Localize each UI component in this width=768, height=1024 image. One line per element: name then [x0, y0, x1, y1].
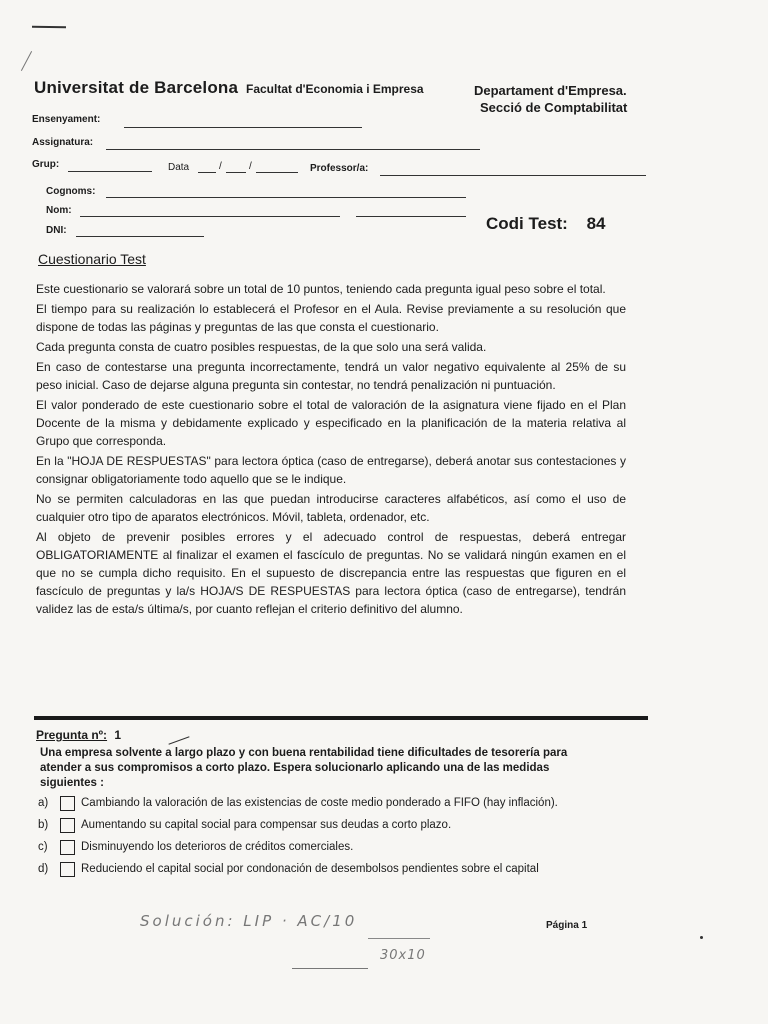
- answer-text: Aumentando su capital social para compensar sus deudas a corto plazo.: [81, 819, 452, 831]
- department-line-1: Departament d'Empresa.: [474, 83, 627, 98]
- data-label: Data: [168, 162, 190, 173]
- instruction-paragraph: El valor ponderado de este cuestionario sobre el total de valoración de la asignatura viene fijado en el Plan Docente de la misma y debidamente explicado y especificado en la planificación de la materia relativa al Grupo que corresponda.: [36, 398, 626, 448]
- faculty-name: Facultat d'Economia i Empresa: [246, 82, 424, 96]
- answer-option-b[interactable]: [38, 818, 648, 833]
- question-text: Una empresa solvente a largo plazo y con buena rentabilidad tiene dificultades de tesorería para atender a sus compromisos a corto plazo. Espera solucionarlo aplicando una de las medidas siguientes :: [40, 747, 568, 789]
- codi-test-value: 84: [586, 214, 606, 233]
- dni-field[interactable]: [76, 236, 204, 237]
- handwritten-underline: [368, 938, 430, 939]
- ensenyament-label: Ensenyament:: [32, 114, 101, 125]
- handwritten-underline: [292, 968, 368, 969]
- ensenyament-field[interactable]: [124, 127, 362, 128]
- nom-field-extension[interactable]: [356, 216, 466, 217]
- question-number: 1: [114, 728, 122, 742]
- answer-list: [38, 796, 648, 884]
- instruction-paragraph: No se permiten calculadoras en las que puedan introducirse caracteres alfabéticos, así como el uso de cualquier otro tipo de aparatos electrónicos. Móvil, tableta, ordenador, etc.: [36, 492, 626, 524]
- answer-letter: b): [38, 819, 49, 831]
- question-label: Pregunta nº:: [36, 728, 108, 742]
- nom-label: Nom:: [46, 205, 72, 216]
- department-name: [474, 82, 627, 116]
- stray-dot: [700, 936, 703, 939]
- codi-test: [486, 214, 606, 234]
- cognoms-field[interactable]: [106, 197, 466, 198]
- answer-checkbox[interactable]: [60, 862, 75, 877]
- answer-checkbox[interactable]: [60, 796, 75, 811]
- assignatura-label: Assignatura:: [32, 137, 94, 148]
- cognoms-label: Cognoms:: [46, 186, 96, 197]
- instruction-paragraph: Este cuestionario se valorará sobre un total de 10 puntos, teniendo cada pregunta igual peso sobre el total.: [36, 282, 606, 296]
- page-number: Página 1: [546, 920, 588, 931]
- university-name: Universitat de Barcelona: [34, 78, 239, 97]
- instruction-paragraph: Al objeto de prevenir posibles errores y el adecuado control de respuestas, deberá entregar OBLIGATORIAMENTE al finalizar el examen el fascículo de preguntas. No se validará ningún examen en el que no se cumpla dicho requisito. En el supuesto de discrepancia entre las respuestas que figuren en el fascículo de preguntas y la/s HOJA/S DE RESPUESTAS para lectora óptica (caso de entregarse), tendrán validez las de esta/s última/s, por cuanto reflejan el criterio definitivo del alumno.: [36, 530, 626, 616]
- stray-mark: [21, 51, 32, 71]
- answer-checkbox[interactable]: [60, 818, 75, 833]
- answer-letter: d): [38, 863, 49, 875]
- data-day-field[interactable]: [198, 172, 216, 173]
- answer-text: Disminuyendo los deterioros de créditos comerciales.: [81, 841, 354, 853]
- pen-mark: [168, 736, 189, 744]
- data-separator: /: [219, 161, 222, 172]
- professor-field[interactable]: [380, 175, 646, 176]
- nom-field[interactable]: [80, 216, 340, 217]
- divider: [34, 716, 648, 720]
- data-month-field[interactable]: [226, 172, 246, 173]
- stray-mark: [32, 26, 66, 29]
- answer-text: Reduciendo el capital social por condonación de desembolsos pendientes sobre el capital: [81, 863, 539, 875]
- instruction-paragraph: En la "HOJA DE RESPUESTAS" para lectora óptica (caso de entregarse), deberá anotar sus contestaciones y consignar obligatoriamente todo aquello que se le indique.: [36, 454, 626, 486]
- assignatura-field[interactable]: [106, 149, 480, 150]
- handwritten-note: 30x10: [380, 948, 426, 963]
- question-header: [36, 728, 121, 742]
- answer-option-a[interactable]: [38, 796, 648, 811]
- instruction-paragraph: El tiempo para su realización lo establecerá el Profesor en el Aula. Revise previamente a su resolución que dispone de todas las páginas y preguntas de las que consta el cuestionario.: [36, 302, 626, 334]
- answer-option-d[interactable]: [38, 862, 648, 877]
- answer-option-c[interactable]: [38, 840, 648, 855]
- data-year-field[interactable]: [256, 172, 298, 173]
- grup-label: Grup:: [32, 159, 60, 170]
- answer-checkbox[interactable]: [60, 840, 75, 855]
- instruction-paragraph: Cada pregunta consta de cuatro posibles respuestas, de la que solo una será valida.: [36, 340, 487, 354]
- instruction-paragraph: En caso de contestarse una pregunta incorrectamente, tendrá un valor negativo equivalente al 25% de su peso inicial. Caso de dejarse alguna pregunta sin contestar, no tendrá penalización ni puntuación.: [36, 360, 626, 392]
- grup-field[interactable]: [68, 171, 152, 172]
- instructions: [36, 280, 626, 620]
- answer-text: Cambiando la valoración de las existencias de coste medio ponderado a FIFO (hay inflación).: [81, 797, 558, 809]
- professor-label: Professor/a:: [310, 163, 369, 174]
- handwritten-note: Solución: LIP · AC/10: [140, 912, 358, 930]
- dni-label: DNI:: [46, 225, 67, 236]
- department-line-2: Secció de Comptabilitat: [480, 100, 628, 115]
- answer-letter: a): [38, 797, 49, 809]
- section-title: Cuestionario Test: [38, 251, 146, 267]
- data-separator: /: [249, 161, 252, 172]
- answer-letter: c): [38, 841, 48, 853]
- codi-test-label: Codi Test:: [486, 214, 568, 233]
